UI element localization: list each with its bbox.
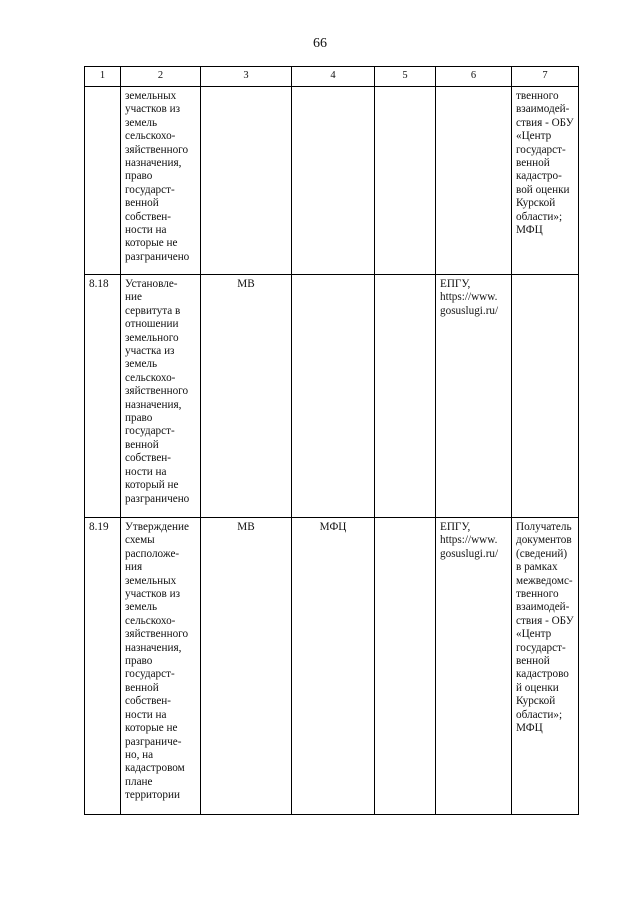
cell-line: разграничено [125, 250, 190, 263]
cell-line: https://www. [440, 534, 498, 547]
cell-line: в рамках [516, 561, 558, 574]
cell-line: взаимодей- [516, 601, 570, 614]
cell-line: плане [125, 775, 153, 788]
cell-line: сельскохо- [125, 371, 176, 384]
services-table [84, 66, 579, 815]
table-row [85, 275, 579, 518]
service-name-cell [121, 275, 201, 518]
cell-line: области»; [516, 708, 563, 721]
cell-line: области»; [516, 210, 563, 223]
row-number: 8.18 [85, 275, 121, 518]
cell-line: земель [125, 601, 158, 614]
cell-line: назначения, [125, 157, 182, 170]
table-header-row [85, 67, 579, 87]
col4-cell [292, 275, 375, 518]
header-cell: 6 [436, 67, 512, 87]
cell-line: венной [125, 681, 159, 694]
row-number: 8.19 [85, 518, 121, 815]
portal-cell [436, 87, 512, 275]
cell-line: отношении [125, 318, 179, 331]
cell-line: которые не [125, 237, 178, 250]
cell-line: «Центр [516, 628, 552, 641]
col3-cell [201, 87, 292, 275]
recipient-cell [512, 275, 579, 518]
col4-cell [292, 87, 375, 275]
cell-line: Курской [516, 197, 556, 210]
cell-line: кадастрово [516, 668, 569, 681]
cell-line: право [125, 170, 153, 183]
cell-line: но, на [125, 748, 154, 761]
header-cell: 1 [85, 67, 121, 87]
table-row [85, 518, 579, 815]
portal-cell [436, 275, 512, 518]
cell-line: Курской [516, 695, 556, 708]
cell-line: государст- [125, 183, 175, 196]
cell-line: ЕПГУ, [440, 278, 471, 290]
cell-line: земельных [125, 574, 177, 587]
cell-line: ствия - ОБУ [516, 116, 574, 129]
cell-line: взаимодей- [516, 103, 570, 116]
cell-line: разграничено [125, 492, 190, 505]
cell-line: земель [125, 116, 158, 129]
cell-line: венной [125, 197, 159, 210]
cell-line: земель [125, 358, 158, 371]
cell-line: межведомс- [516, 574, 573, 587]
cell-line: ния [125, 561, 143, 574]
cell-line: венной [125, 438, 159, 451]
cell-line: gosuslugi.ru/ [440, 547, 499, 560]
recipient-cell [512, 518, 579, 815]
col5-cell [375, 275, 436, 518]
cell-line: которые не [125, 722, 178, 735]
cell-line: венной [516, 655, 550, 668]
cell-line: право [125, 412, 153, 425]
table-row [85, 87, 579, 275]
header-cell: 7 [512, 67, 579, 87]
header-cell: 3 [201, 67, 292, 87]
cell-line: собствен- [125, 452, 172, 465]
cell-line: расположе- [125, 547, 180, 560]
cell-line: Получатель [516, 521, 572, 533]
cell-line: земельного [125, 331, 179, 344]
cell-line: Утверждение [125, 521, 189, 533]
cell-line: МФЦ [516, 224, 543, 237]
cell-line: государст- [125, 425, 175, 438]
cell-line: участков из [125, 588, 180, 601]
cell-line: Установле- [125, 278, 178, 290]
cell-line: кадастро- [516, 170, 562, 183]
cell-line: gosuslugi.ru/ [440, 304, 499, 317]
service-name-cell [121, 87, 201, 275]
cell-line: зяйственного [125, 628, 189, 641]
col5-cell [375, 87, 436, 275]
cell-line: https://www. [440, 291, 498, 304]
cell-line: назначения, [125, 398, 182, 411]
service-name-cell [121, 518, 201, 815]
cell-line: земельных [125, 90, 177, 102]
cell-line: ние [125, 291, 142, 304]
cell-line: документов [516, 534, 572, 547]
cell-line: (сведений) [516, 547, 568, 560]
cell-line: сельскохо- [125, 614, 176, 627]
col3-cell: МВ [201, 275, 292, 518]
page-number: 66 [313, 36, 327, 51]
cell-line: вой оценки [516, 183, 570, 196]
cell-line: право [125, 655, 153, 668]
cell-line: государст- [516, 641, 566, 654]
cell-line: й оценки [516, 681, 559, 694]
header-cell: 2 [121, 67, 201, 87]
cell-line: зяйственного [125, 143, 189, 156]
col3-cell: МВ [201, 518, 292, 815]
header-cell: 4 [292, 67, 375, 87]
cell-line: «Центр [516, 130, 552, 143]
cell-line: схемы [125, 534, 155, 547]
cell-line: государст- [125, 668, 175, 681]
cell-line: собствен- [125, 210, 172, 223]
cell-line: сервитута в [125, 304, 181, 317]
cell-line: венной [516, 157, 550, 170]
cell-line: зяйственного [125, 385, 189, 398]
cell-line: твенного [516, 90, 559, 102]
row-number [85, 87, 121, 275]
cell-line: ЕПГУ, [440, 521, 471, 533]
cell-line: назначения, [125, 641, 182, 654]
cell-line: ности на [125, 465, 167, 478]
cell-line: собствен- [125, 695, 172, 708]
cell-line: который не [125, 479, 179, 492]
col5-cell [375, 518, 436, 815]
recipient-cell [512, 87, 579, 275]
cell-line: участка из [125, 345, 175, 358]
cell-line: государст- [516, 143, 566, 156]
col4-cell: МФЦ [292, 518, 375, 815]
portal-cell [436, 518, 512, 815]
cell-line: кадастровом [125, 762, 185, 775]
cell-line: ствия - ОБУ [516, 614, 574, 627]
cell-line: твенного [516, 588, 559, 601]
cell-line: ности на [125, 224, 167, 237]
cell-line: разграниче- [125, 735, 182, 748]
cell-line: участков из [125, 103, 180, 116]
cell-line: сельскохо- [125, 130, 176, 143]
cell-line: МФЦ [516, 722, 543, 735]
cell-line: территории [125, 789, 180, 802]
cell-line: ности на [125, 708, 167, 721]
header-cell: 5 [375, 67, 436, 87]
